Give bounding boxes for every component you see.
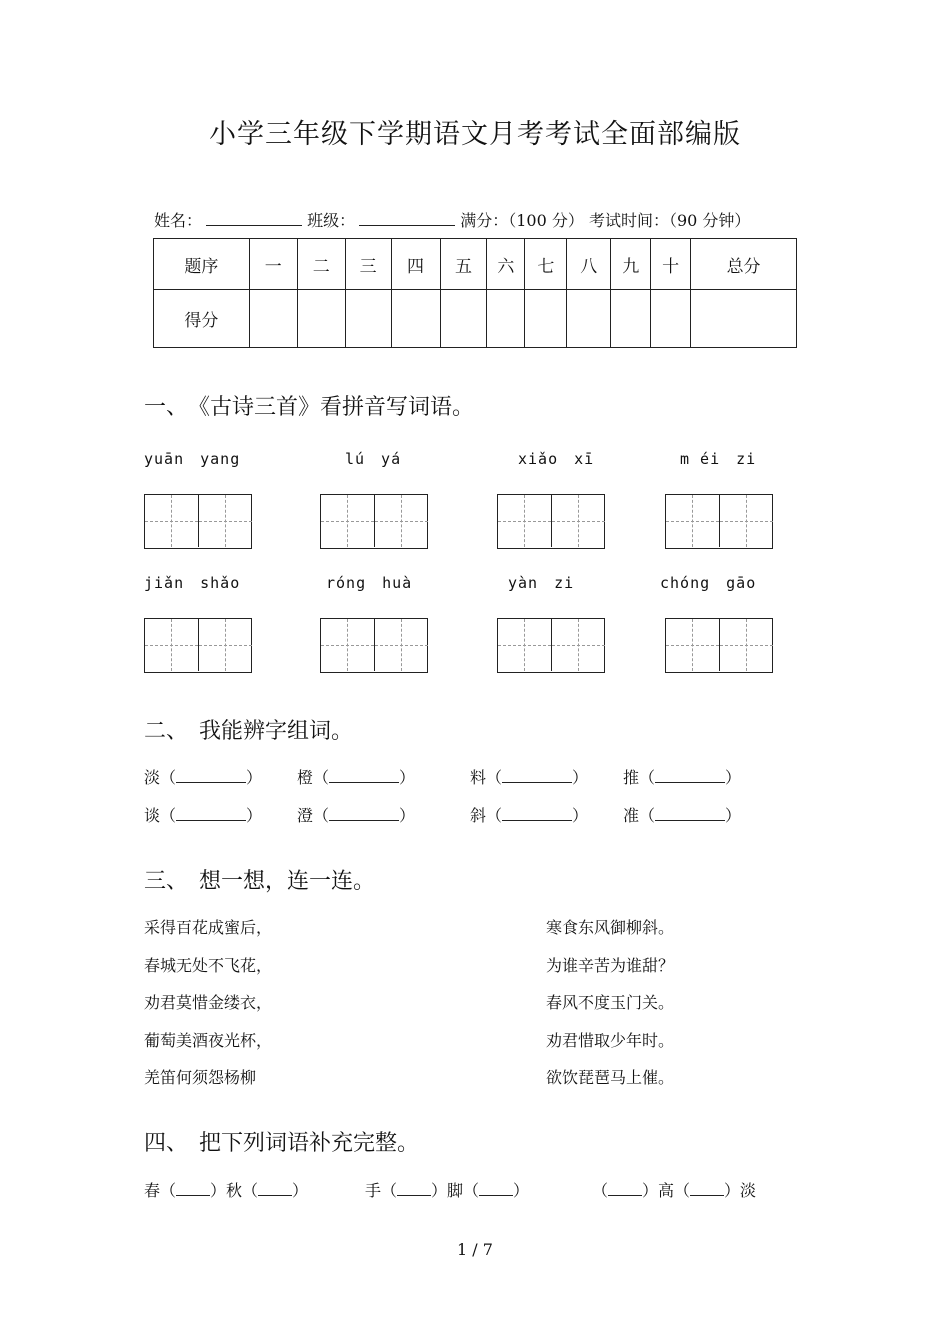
pinyin-label: yàn zi — [508, 574, 575, 592]
class-blank[interactable] — [359, 211, 455, 226]
header-cell: 十 — [651, 239, 691, 290]
pinyin-label: lú yá — [345, 450, 402, 468]
score-cell[interactable] — [391, 290, 440, 348]
poem-line-left[interactable]: 羌笛何须怨杨柳 — [144, 1068, 257, 1087]
writing-grid[interactable] — [497, 618, 605, 673]
answer-blank[interactable] — [690, 1181, 724, 1196]
word-item: 澄（ ） — [297, 806, 416, 825]
score-cell[interactable] — [651, 290, 691, 348]
class-label: 班级： — [307, 211, 356, 230]
pinyin-label: jiǎn shǎo — [144, 574, 241, 592]
word-item: 推（ ） — [623, 768, 742, 787]
student-info-line — [154, 208, 750, 231]
score-row-label: 得分 — [154, 290, 250, 348]
poem-line-right[interactable]: 欲饮琵琶马上催。 — [546, 1068, 675, 1087]
header-cell: 九 — [611, 239, 651, 290]
score-cell[interactable] — [345, 290, 391, 348]
poem-line-right[interactable]: 劝君惜取少年时。 — [546, 1031, 675, 1050]
word-item: 斜（ ） — [470, 806, 589, 825]
idiom-item: （ ）高（ ）淡 — [592, 1181, 757, 1200]
header-cell: 六 — [487, 239, 525, 290]
answer-blank[interactable] — [176, 806, 246, 821]
section3-heading: 三、 想一想，连一连。 — [144, 869, 376, 894]
word-item: 准（ ） — [623, 806, 742, 825]
score-cell[interactable] — [611, 290, 651, 348]
poem-line-left[interactable]: 葡萄美酒夜光杯， — [144, 1031, 273, 1050]
header-cell: 二 — [297, 239, 345, 290]
answer-blank[interactable] — [397, 1181, 431, 1196]
answer-blank[interactable] — [502, 806, 572, 821]
poem-line-left[interactable]: 春城无处不飞花， — [144, 956, 273, 975]
pinyin-label: xiǎo xī — [518, 450, 595, 468]
header-cell: 八 — [567, 239, 611, 290]
score-cell[interactable] — [525, 290, 567, 348]
word-item: 谈（ ） — [144, 806, 263, 825]
writing-grid[interactable] — [497, 494, 605, 549]
score-cell[interactable] — [440, 290, 487, 348]
score-cell[interactable] — [691, 290, 797, 348]
writing-grid[interactable] — [320, 618, 428, 673]
answer-blank[interactable] — [176, 768, 246, 783]
answer-blank[interactable] — [502, 768, 572, 783]
full-score: 满分：（100 分） — [460, 211, 584, 230]
word-item: 橙（ ） — [297, 768, 416, 787]
section2-heading: 二、 我能辨字组词。 — [144, 719, 354, 744]
word-item: 料（ ） — [470, 768, 589, 787]
header-cell: 四 — [391, 239, 440, 290]
score-table — [153, 238, 797, 348]
page-title: 小学三年级下学期语文月考考试全面部编版 — [209, 119, 741, 150]
score-cell[interactable] — [249, 290, 297, 348]
answer-blank[interactable] — [329, 768, 399, 783]
header-cell: 总分 — [691, 239, 797, 290]
word-item: 淡（ ） — [144, 768, 263, 787]
poem-line-left[interactable]: 劝君莫惜金缕衣， — [144, 993, 273, 1012]
writing-grid[interactable] — [144, 618, 252, 673]
pinyin-label: m éi zi — [680, 450, 757, 468]
section4-heading: 四、 把下列词语补充完整。 — [144, 1131, 420, 1156]
answer-blank[interactable] — [608, 1181, 642, 1196]
poem-line-right[interactable]: 寒食东风御柳斜。 — [546, 918, 675, 937]
writing-grid[interactable] — [320, 494, 428, 549]
answer-blank[interactable] — [329, 806, 399, 821]
section1-heading: 一、 《古诗三首》看拼音写词语。 — [144, 395, 475, 420]
header-cell: 三 — [345, 239, 391, 290]
pinyin-label: róng huà — [326, 574, 413, 592]
name-label: 姓名： — [154, 211, 203, 230]
writing-grid[interactable] — [144, 494, 252, 549]
header-cell: 题序 — [154, 239, 250, 290]
pinyin-label: yuān yang — [144, 450, 241, 468]
score-cell[interactable] — [567, 290, 611, 348]
answer-blank[interactable] — [655, 768, 725, 783]
score-cell[interactable] — [297, 290, 345, 348]
header-cell: 七 — [525, 239, 567, 290]
page-number: 1 / 7 — [457, 1240, 493, 1259]
header-cell: 五 — [440, 239, 487, 290]
answer-blank[interactable] — [176, 1181, 210, 1196]
answer-blank[interactable] — [655, 806, 725, 821]
pinyin-label: chóng gāo — [660, 574, 757, 592]
idiom-item: 手（ ）脚（ ） — [365, 1181, 530, 1200]
answer-blank[interactable] — [479, 1181, 513, 1196]
answer-blank[interactable] — [258, 1181, 292, 1196]
poem-line-left[interactable]: 采得百花成蜜后， — [144, 918, 273, 937]
poem-line-right[interactable]: 春风不度玉门关。 — [546, 993, 675, 1012]
score-table-header-row — [154, 239, 797, 290]
writing-grid[interactable] — [665, 494, 773, 549]
poem-line-right[interactable]: 为谁辛苦为谁甜？ — [546, 956, 675, 975]
name-blank[interactable] — [206, 211, 302, 226]
exam-time: 考试时间：（90 分钟） — [588, 211, 751, 230]
score-cell[interactable] — [487, 290, 525, 348]
header-cell: 一 — [249, 239, 297, 290]
writing-grid[interactable] — [665, 618, 773, 673]
score-table-score-row — [154, 290, 797, 348]
idiom-item: 春（ ）秋（ ） — [144, 1181, 309, 1200]
